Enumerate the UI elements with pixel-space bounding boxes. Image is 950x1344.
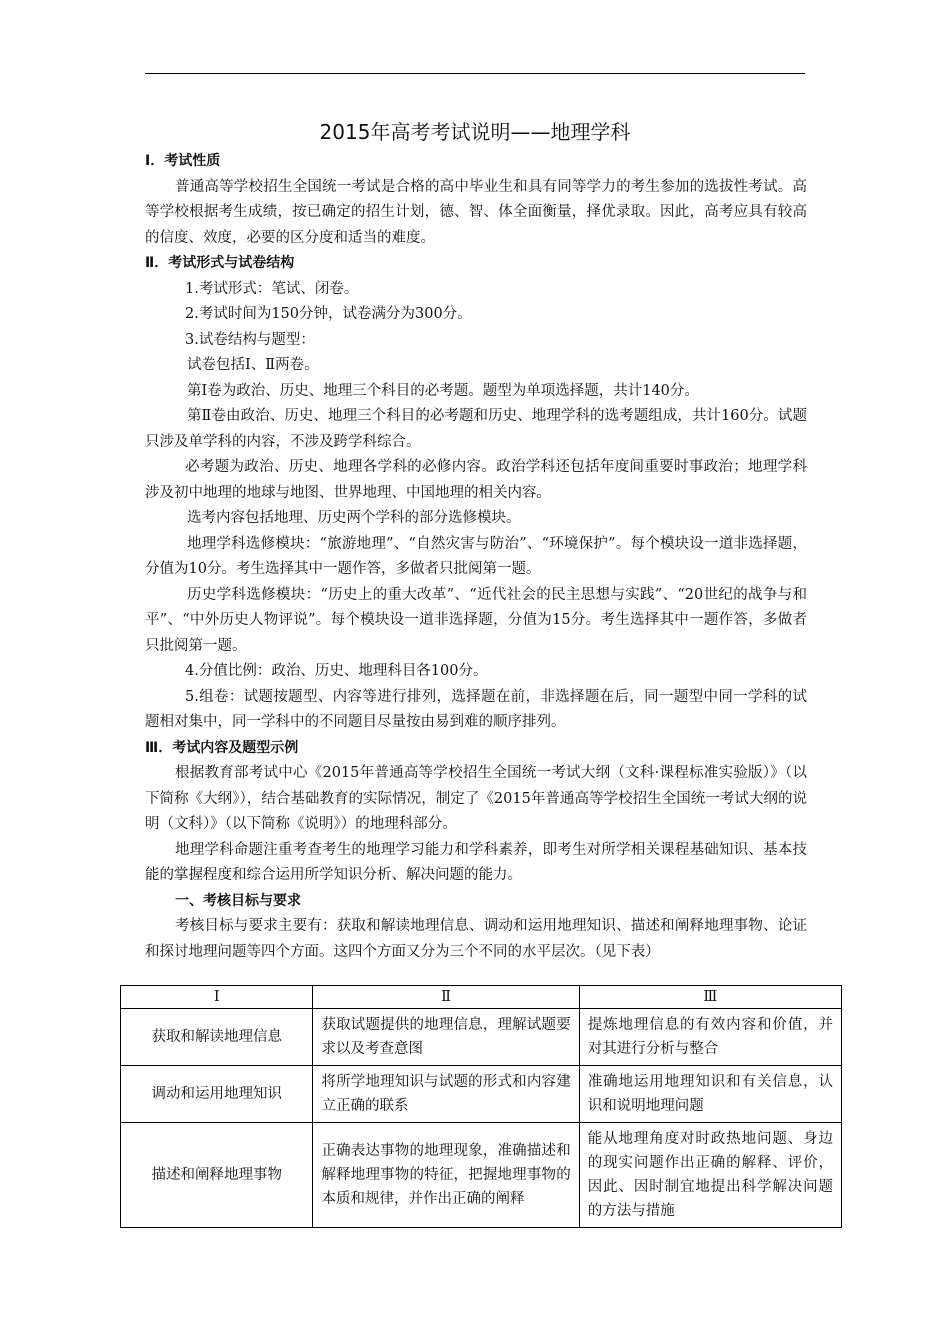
paragraph: 考核目标与要求主要有：获取和解读地理信息、调动和运用地理知识、描述和阐释地理事物、论证和探讨地理问题等四个方面。这四个方面又分为三个不同的水平层次。（见下表） <box>145 918 807 960</box>
paragraph: 必考题为政治、历史、地理各学科的必修内容。政治学科还包括年度间重要时事政治；地理学科涉及初中地理的地球与地图、世界地理、中国地理的相关内容。 <box>145 459 807 501</box>
table-cell: 调动和运用地理知识 <box>121 1066 313 1123</box>
table-cell: 正确表达事物的地理现象，准确描述和解释地理事物的特征，把握地理事物的本质和规律，并作出正确的阐释 <box>313 1123 579 1228</box>
section-2-heading: Ⅱ．考试形式与试卷结构 <box>145 255 295 271</box>
page-title: 2015年高考考试说明——地理学科 <box>319 120 631 144</box>
table-row <box>121 1009 842 1066</box>
table-row <box>121 1066 842 1123</box>
paragraph: 试卷包括Ⅰ、Ⅱ两卷。 <box>187 357 319 373</box>
list-item: 4.分值比例：政治、历史、地理科目各100分。 <box>185 663 488 679</box>
section-1-heading: Ⅰ．考试性质 <box>145 153 221 169</box>
paragraph: 普通高等学校招生全国统一考试是合格的高中毕业生和具有同等学力的考生参加的选拔性考试。高等学校根据考生成绩，按已确定的招生计划，德、智、体全面衡量，择优录取。因此，高考应具有较高的信度、效度，必要的区分度和适当的难度。 <box>145 178 807 246</box>
list-item: 5.组卷：试题按题型、内容等进行排列，选择题在前，非选择题在后，同一题型中同一学科的试题相对集中，同一学科中的不同题目尽量按由易到难的顺序排列。 <box>145 688 807 730</box>
section-3-heading: Ⅲ．考试内容及题型示例 <box>145 739 299 756</box>
table-cell: 将所学地理知识与试题的形式和内容建立正确的联系 <box>313 1066 579 1123</box>
table-cell: 提炼地理信息的有效内容和价值，并对其进行分析与整合 <box>579 1009 841 1066</box>
paragraph: 第Ⅰ卷为政治、历史、地理三个科目的必考题。题型为单项选择题，共计140分。 <box>187 382 699 399</box>
subsection-heading: 一、考核目标与要求 <box>175 892 301 909</box>
list-item: 1.考试形式：笔试、闭卷。 <box>185 280 359 297</box>
table-cell: 获取试题提供的地理信息，理解试题要求以及考查意图 <box>313 1009 579 1066</box>
table-row <box>121 1123 842 1228</box>
paragraph: 历史学科选修模块：“历史上的重大改革”、“近代社会的民主思想与实践”、“20世纪的战争与和平”、“中外历史人物评说”。每个模块设一道非选择题，分值为15分。考生选择其中一题作答，多做者只批阅第一题。 <box>145 586 807 654</box>
table-header-cell: Ⅰ <box>121 986 313 1009</box>
list-item: 2.考试时间为150分钟，试卷满分为300分。 <box>185 306 472 322</box>
paragraph: 地理学科命题注重考查考生的地理学习能力和学科素养，即考生对所学相关课程基础知识、基本技能的掌握程度和综合运用所学知识分析、解决问题的能力。 <box>145 841 807 883</box>
table-header-cell: Ⅱ <box>313 986 579 1009</box>
table-cell: 能从地理角度对时政热地问题、身边的现实问题作出正确的解释、评价，因此、因时制宜地提出科学解决问题的方法与措施 <box>579 1123 841 1228</box>
paragraph: 根据教育部考试中心《2015年普通高等学校招生全国统一考试大纲（文科·课程标准实验版）》（以下简称《大纲》），结合基础教育的实际情况，制定了《2015年普通高等学校招生全国统一考试大纲的说明（文科）》（以下简称《说明》）的地理科部分。 <box>145 765 807 832</box>
table-cell: 准确地运用地理知识和有关信息，认识和说明地理问题 <box>579 1066 841 1123</box>
paragraph: 地理学科选修模块：“旅游地理”、“自然灾害与防治”、“环境保护”。每个模块设一道非选择题，分值为10分。考生选择其中一题作答，多做者只批阅第一题。 <box>145 535 807 577</box>
assessment-table <box>120 985 842 1228</box>
table-header-cell: Ⅲ <box>579 986 841 1009</box>
paragraph: 选考内容包括地理、历史两个学科的部分选修模块。 <box>187 510 521 526</box>
table-header-row <box>121 986 842 1009</box>
list-item: 3.试卷结构与题型： <box>185 331 315 348</box>
paragraph: 第Ⅱ卷由政治、历史、地理三个科目的必考题和历史、地理学科的选考题组成，共计160分。试题只涉及单学科的内容，不涉及跨学科综合。 <box>145 408 807 450</box>
header-rule <box>145 73 805 74</box>
table-cell: 描述和阐释地理事物 <box>121 1123 313 1228</box>
table-cell: 获取和解读地理信息 <box>121 1009 313 1066</box>
document-body <box>145 149 807 965</box>
